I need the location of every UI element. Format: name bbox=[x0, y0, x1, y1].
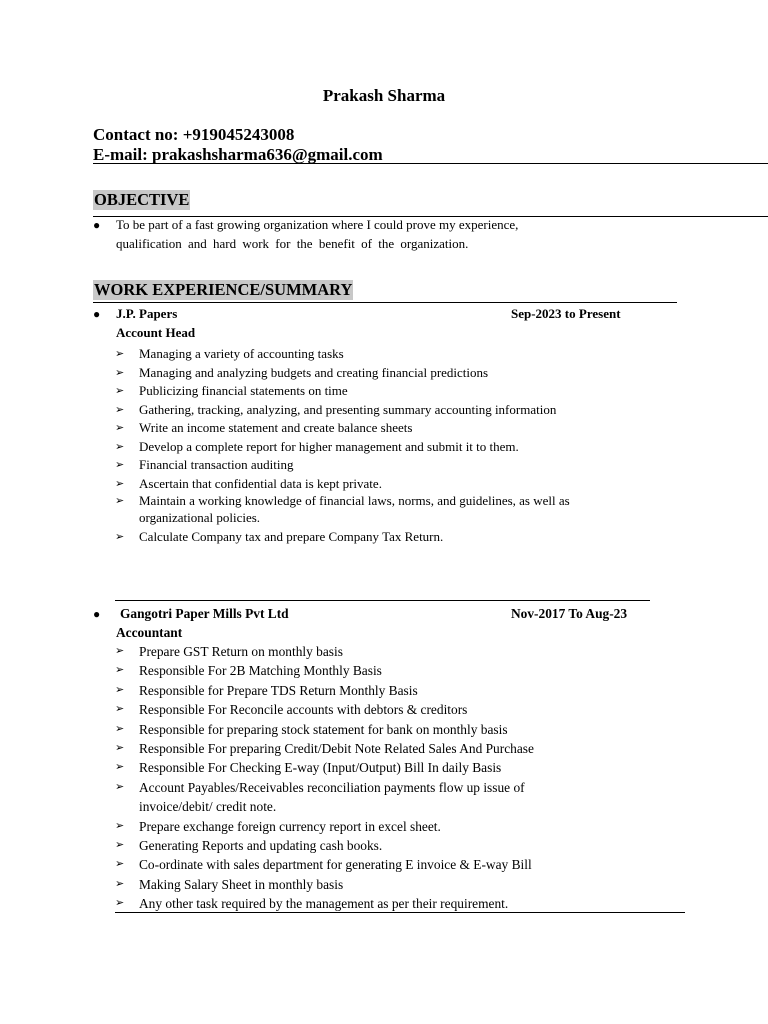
job-1-period: Sep-2023 to Present bbox=[511, 306, 621, 321]
list-item: ➢ Responsible For 2B Matching Monthly Basis bbox=[115, 661, 534, 680]
list-item: ➢ Account Payables/Receivables reconciliation payments flow up issue of bbox=[115, 778, 534, 797]
arrowhead-bullet-icon: ➢ bbox=[115, 897, 125, 910]
job-1-company: J.P. Papers bbox=[116, 306, 178, 321]
job-2-role: Accountant bbox=[116, 625, 183, 640]
list-item: ➢ Publicizing financial statements on time bbox=[115, 382, 570, 401]
list-item: ➢ Financial transaction auditing bbox=[115, 456, 570, 475]
arrowhead-bullet-icon: ➢ bbox=[115, 495, 125, 507]
header-divider bbox=[93, 163, 768, 164]
list-item: ➢ Gathering, tracking, analyzing, and presenting summary accounting information bbox=[115, 401, 570, 420]
arrowhead-bullet-icon: ➢ bbox=[115, 742, 125, 755]
job-divider bbox=[115, 600, 650, 601]
arrowhead-bullet-icon: ➢ bbox=[115, 385, 125, 397]
arrowhead-bullet-icon: ➢ bbox=[115, 819, 125, 832]
arrowhead-bullet-icon: ➢ bbox=[115, 664, 125, 677]
list-item: ➢ Responsible For preparing Credit/Debit Note Related Sales And Purchase bbox=[115, 739, 534, 758]
arrowhead-bullet-icon: ➢ bbox=[115, 761, 125, 774]
list-item: ➢ Maintain a working knowledge of financial laws, norms, and guidelines, as well as bbox=[115, 493, 570, 508]
arrowhead-bullet-icon: ➢ bbox=[115, 422, 125, 434]
candidate-name: Prakash Sharma bbox=[322, 86, 446, 105]
arrowhead-bullet-icon: ➢ bbox=[115, 722, 125, 735]
list-item: ➢ Write an income statement and create balance sheets bbox=[115, 419, 570, 438]
arrowhead-bullet-icon: ➢ bbox=[115, 858, 125, 871]
list-item: ➢ Any other task required by the management as per their requirement. bbox=[115, 894, 534, 913]
list-item: ➢ Responsible For Reconcile accounts with debtors & creditors bbox=[115, 700, 534, 719]
job-2-duties bbox=[115, 642, 534, 914]
list-item: ➢ Develop a complete report for higher management and submit it to them. bbox=[115, 438, 570, 457]
arrowhead-bullet-icon: ➢ bbox=[115, 348, 125, 360]
arrowhead-bullet-icon: ➢ bbox=[115, 477, 125, 490]
objective-heading: OBJECTIVE bbox=[94, 190, 190, 209]
list-item: ➢ Generating Reports and updating cash books. bbox=[115, 836, 534, 855]
arrowhead-bullet-icon: ➢ bbox=[115, 839, 125, 852]
arrowhead-bullet-icon: ➢ bbox=[115, 459, 125, 471]
list-item: ➢ Ascertain that confidential data is kept private. bbox=[115, 475, 570, 494]
objective-line-1: To be part of a fast growing organization where I could prove my experience, bbox=[116, 217, 519, 232]
job-2-period: Nov-2017 To Aug-23 bbox=[511, 606, 628, 621]
list-item: ➢ Prepare exchange foreign currency report in excel sheet. bbox=[115, 817, 534, 836]
arrowhead-bullet-icon: ➢ bbox=[115, 703, 125, 716]
bullet-dot-icon: ● bbox=[93, 607, 101, 621]
list-item-continuation: invoice/debit/ credit note. bbox=[139, 799, 277, 815]
list-item: ➢ Prepare GST Return on monthly basis bbox=[115, 642, 534, 661]
arrowhead-bullet-icon: ➢ bbox=[115, 366, 125, 379]
list-item: ➢ Managing a variety of accounting tasks bbox=[115, 345, 570, 364]
arrowhead-bullet-icon: ➢ bbox=[115, 877, 125, 890]
arrowhead-bullet-icon: ➢ bbox=[115, 440, 125, 453]
footer-divider bbox=[115, 912, 685, 913]
arrowhead-bullet-icon: ➢ bbox=[115, 403, 125, 416]
arrowhead-bullet-icon: ➢ bbox=[115, 780, 125, 793]
objective-line-2: qualification and hard work for the benefit of the organization. bbox=[116, 236, 469, 251]
contact-number: Contact no: +919045243008 bbox=[93, 125, 295, 144]
list-item-continuation: organizational policies. bbox=[139, 509, 261, 525]
list-item: ➢ Calculate Company tax and prepare Company Tax Return. bbox=[115, 528, 570, 547]
list-item: ➢ Managing and analyzing budgets and creating financial predictions bbox=[115, 364, 570, 383]
list-item: ➢ Responsible For Checking E-way (Input/Output) Bill In daily Basis bbox=[115, 758, 534, 777]
list-item: ➢ Making Salary Sheet in monthly basis bbox=[115, 875, 534, 894]
bullet-dot-icon: ● bbox=[93, 218, 101, 232]
arrowhead-bullet-icon: ➢ bbox=[115, 683, 125, 696]
job-1-duties bbox=[115, 345, 570, 547]
job-1-role: Account Head bbox=[116, 325, 196, 340]
list-item: ➢ Co-ordinate with sales department for generating E invoice & E-way Bill bbox=[115, 855, 534, 874]
list-item: ➢ Responsible for Prepare TDS Return Monthly Basis bbox=[115, 681, 534, 700]
email-address: E-mail: prakashsharma636@gmail.com bbox=[93, 145, 383, 164]
job-2-company: Gangotri Paper Mills Pvt Ltd bbox=[120, 606, 289, 621]
arrowhead-bullet-icon: ➢ bbox=[115, 531, 125, 543]
experience-divider bbox=[93, 302, 677, 303]
experience-heading: WORK EXPERIENCE/SUMMARY bbox=[94, 280, 353, 299]
bullet-dot-icon: ● bbox=[93, 307, 101, 321]
list-item: ➢ Responsible for preparing stock statement for bank on monthly basis bbox=[115, 720, 534, 739]
arrowhead-bullet-icon: ➢ bbox=[115, 645, 125, 657]
